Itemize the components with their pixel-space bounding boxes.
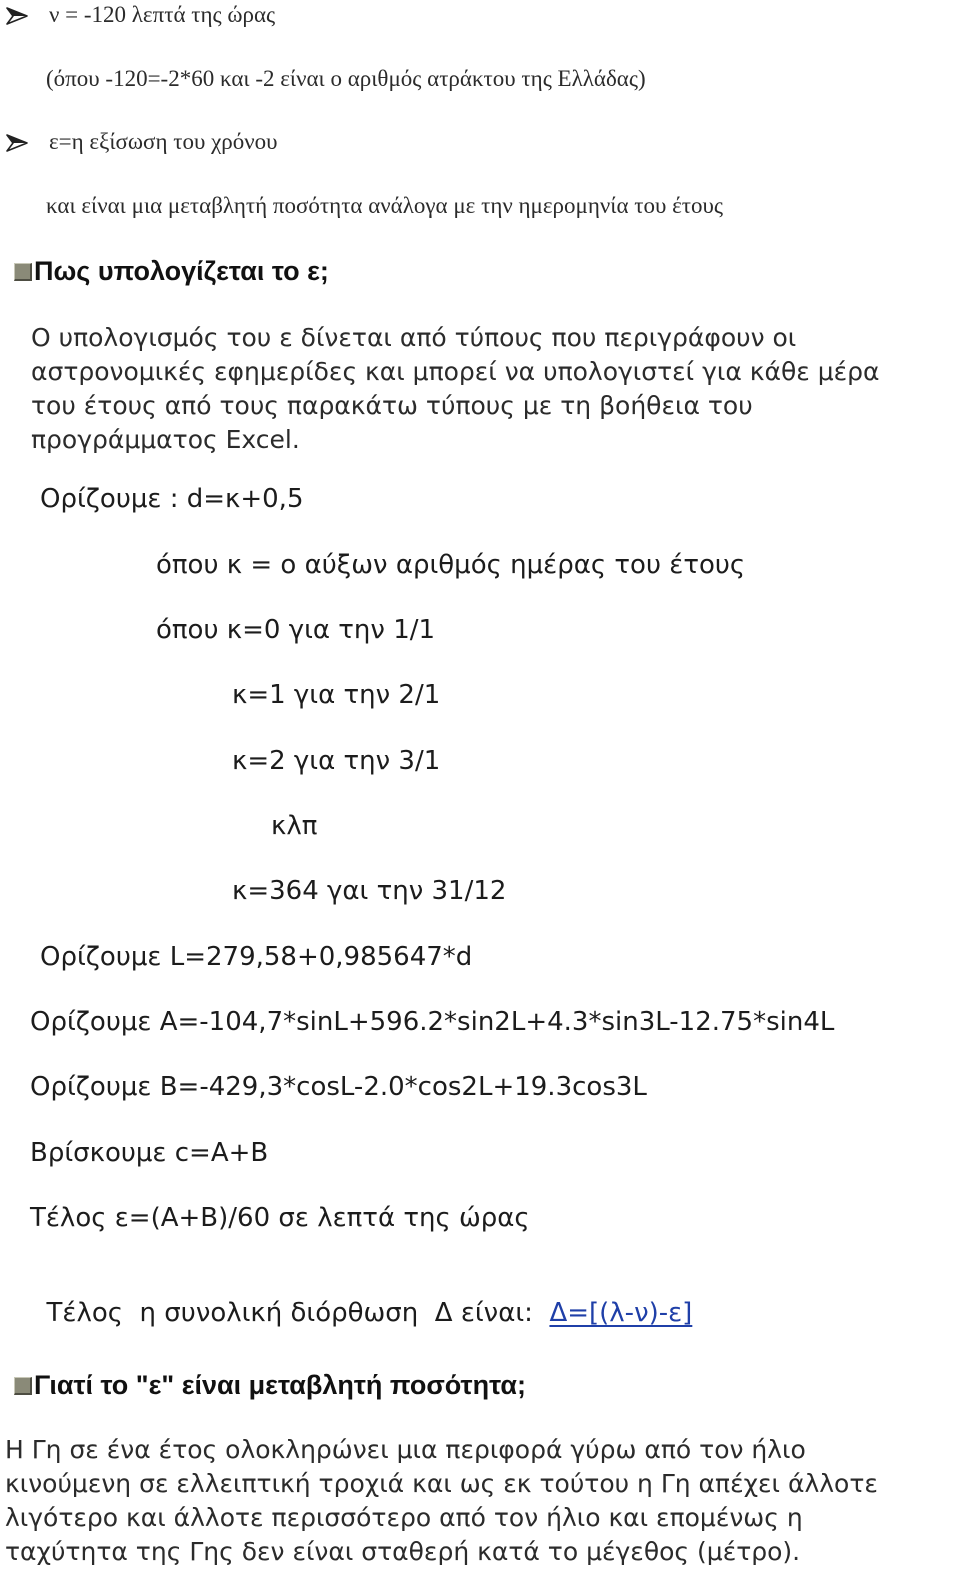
formula-d: Ορίζουμε : d=κ+0,5 <box>40 484 304 514</box>
formula-c: Βρίσκουμε c=A+B <box>30 1138 269 1168</box>
formula-L: Ορίζουμε L=279,58+0,985647*d <box>40 942 473 972</box>
section-heading <box>14 1370 526 1401</box>
formula-k2: κ=2 για την 3/1 <box>232 746 441 776</box>
total-correction-label: Τέλος η συνολική διόρθωση Δ είναι: <box>46 1298 533 1328</box>
bullet-note: και είναι μια μεταβλητή ποσότητα ανάλογα με την ημερομηνία του έτους <box>46 193 724 218</box>
paragraph <box>31 321 951 457</box>
paragraph-line: Η Γη σε ένα έτος ολοκληρώνει μια περιφορά γύρω από τον ήλιο <box>5 1435 806 1464</box>
paragraph-line: Ο υπολογισμός του ε δίνεται από τύπους που περιγράφουν οι <box>31 323 797 352</box>
formula-B: Ορίζουμε B=-429,3*cosL-2.0*cos2L+19.3cos3L <box>30 1072 647 1102</box>
formula-where-k: όπου κ = ο αύξων αριθμός ημέρας του έτους <box>156 550 746 580</box>
paragraph-line: λιγότερο και άλλοτε περισσότερο από τον ήλιο και επομένως η <box>5 1503 803 1532</box>
square-bullet-icon <box>14 1377 32 1395</box>
formula-etc: κλπ <box>271 811 318 841</box>
paragraph-line: του έτους από τους παρακάτω τύπους με τη βοήθεια του <box>31 391 753 420</box>
square-bullet-icon <box>14 263 32 281</box>
paragraph-line: ταχύτητα της Γης δεν είναι σταθερή κατά το μέγεθος (μέτρο). <box>5 1537 801 1566</box>
bullet-text: ε=η εξίσωση του χρόνου <box>49 129 278 154</box>
paragraph-line: προγράμματος Excel. <box>31 425 300 454</box>
bullet-text: ν = -120 λεπτά της ώρας <box>49 2 276 27</box>
section-heading <box>14 256 329 287</box>
section-heading-text: Γιατί το "ε" είναι μεταβλητή ποσότητα; <box>34 1370 526 1400</box>
formula-k0: όπου κ=0 για την 1/1 <box>156 615 436 645</box>
section-heading-text: Πως υπολογίζεται το ε; <box>34 256 329 286</box>
formula-k1: κ=1 για την 2/1 <box>232 680 441 710</box>
arrow-bullet-icon <box>6 6 28 26</box>
bullet-note: (όπου -120=-2*60 και -2 είναι ο αριθμός ατράκτου της Ελλάδας) <box>46 66 646 91</box>
total-correction <box>30 1268 692 1328</box>
paragraph-line: αστρονομικές εφημερίδες και μπορεί να υπολογιστεί για κάθε μέρα <box>31 357 880 386</box>
paragraph-line: κινούμενη σε ελλειπτική τροχιά και ως εκ τούτου η Γη απέχει άλλοτε <box>5 1469 878 1498</box>
formula-k364: κ=364 γαι την 31/12 <box>232 876 507 906</box>
formula-e: Τέλος ε=(A+B)/60 σε λεπτά της ώρας <box>30 1203 530 1233</box>
paragraph <box>5 1433 955 1569</box>
formula-A: Ορίζουμε A=-104,7*sinL+596.2*sin2L+4.3*sin3L-12.75*sin4L <box>30 1007 835 1037</box>
arrow-bullet-icon <box>6 133 28 153</box>
total-correction-link[interactable]: Δ=[(λ-ν)-ε] <box>549 1298 693 1328</box>
